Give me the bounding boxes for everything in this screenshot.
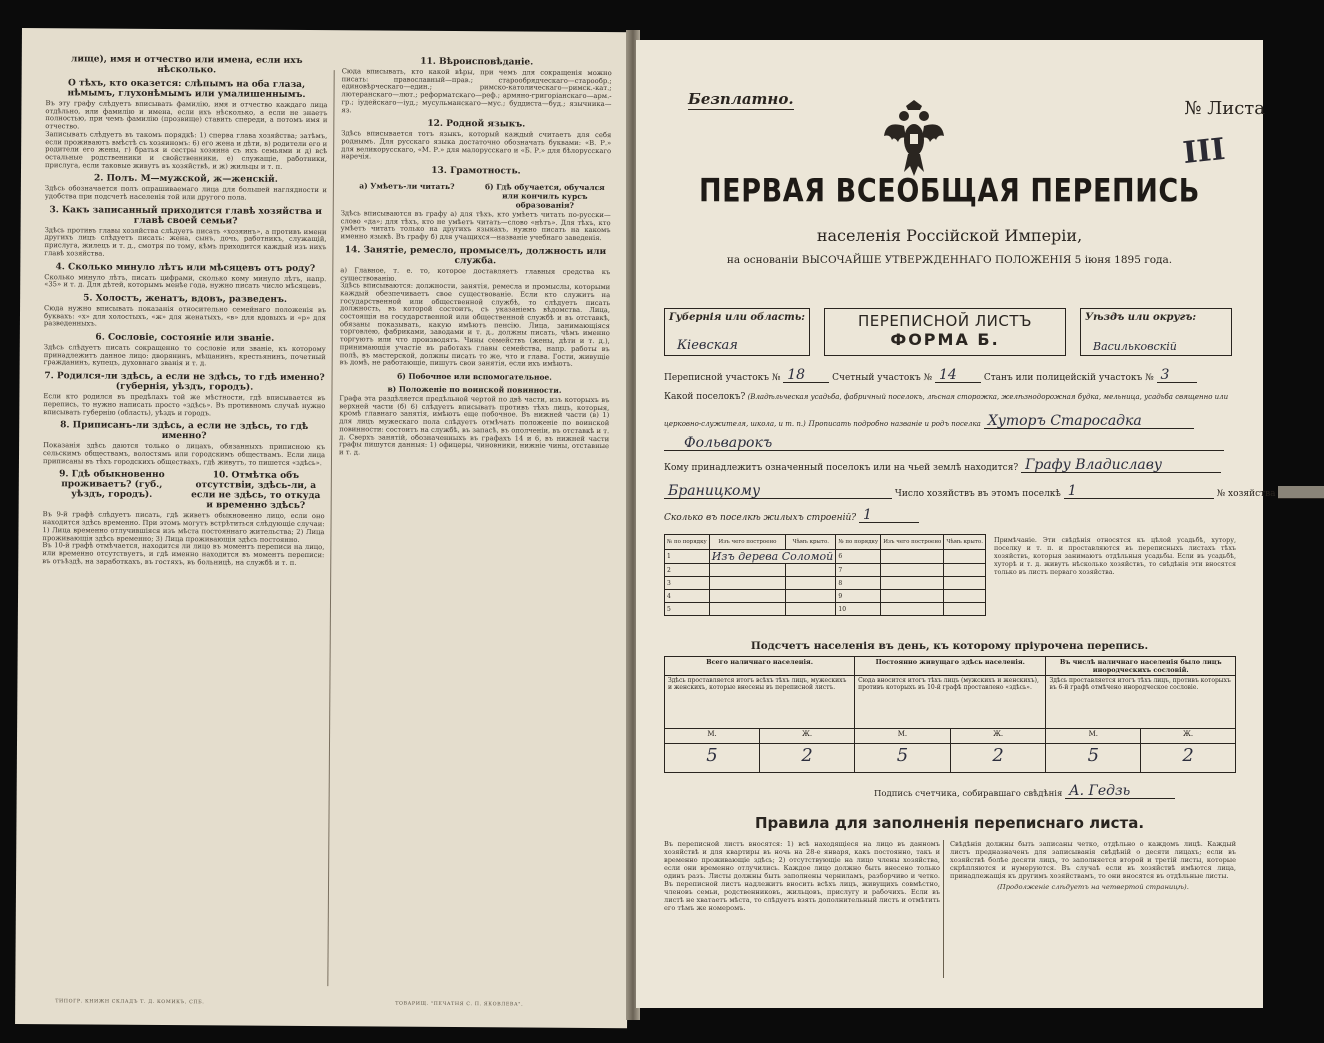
paragraph: Сколько минуло лѣтъ, писать цифрами, сколько кому минуло лѣтъ, напр. «35» и т. д. Для дѣтей, которымъ менѣе года, нужно писать число мѣсяцевъ. <box>44 272 327 291</box>
left-column-1 <box>39 50 328 1004</box>
paragraph: Здѣсь слѣдуетъ писать сокращенно то сословіе или званіе, къ которому принадлежитъ данное лицо: дворянинъ, мѣщанинъ, крестьянинъ, почетный гражданинъ, купецъ, духовнаго званія и т. д. <box>43 343 326 368</box>
district-label: Уѣздъ или округъ: <box>1085 312 1197 323</box>
paragraph: Сюда вписывать, кто какой вѣры, при чемъ для сокращенія можно писать: православный—прав.; старообрядческаго—старообр.; единовѣрческаго—един.; римско-католическаго—римск.-кат.; лютеранскаго—лют.; реформатскаго—реф.; армяно-григоріанскаго—арм.-гр.; іудейскаго—іуд.; мусульманскаго—мус.; буддиста—буд.; язычника—яз. <box>341 67 612 114</box>
row-number: 6 <box>836 550 881 564</box>
table-row <box>665 564 986 577</box>
handwritten-mark: III <box>1181 131 1227 172</box>
continue-note: (Продолженіе слѣдуетъ на четвертой страницѣ). <box>997 883 1189 891</box>
rules-column-1 <box>664 840 940 988</box>
foreign-male: 5 <box>1046 744 1141 773</box>
row-value: Изъ дерева Соломой <box>709 550 836 564</box>
section-subtitle: в) Положеніе по воинской повинности. <box>387 384 562 395</box>
foreign-female: 2 <box>1141 744 1236 773</box>
settlement-row <box>664 392 1239 402</box>
province-value: Кіевская <box>677 338 738 353</box>
male-label: М. <box>1046 729 1141 744</box>
rules-text: Въ переписной листъ вносятся: 1) всѣ находящіеся на лицо въ данномъ хозяйствѣ и для квартиры въ ночь на 28-е января, какъ постоянно, такъ и временно проживающіе здѣсь; 2) отсутствующіе на лицо члены хозяйства, если они временно отлучились. Каждое лицо должно быть внесено только одинъ разъ. Листы должны быть заполнены черниламъ, разборчиво и четко. Въ переписной листъ надлежитъ вносить всѣхъ лицъ, живущихъ совмѣстно, членовъ семьи, родственниковъ, жильцовъ, прислугу и рабочихъ. Если въ листѣ не хватаетъ мѣста, то слѣдуетъ взять дополнительный листъ и отмѣтить его тѣмъ же номеромъ. <box>664 840 940 912</box>
households-label: Число хозяйствъ въ этомъ поселкѣ <box>894 489 1061 499</box>
buildings-row <box>664 507 1239 523</box>
police-section-value: 3 <box>1160 367 1170 383</box>
col-description: Сюда вносится итогъ тѣхъ лицъ (мужскихъ и женскихъ), противъ которыхъ въ 10-й графѣ проставлено «здѣсь». <box>855 676 1046 729</box>
double-headed-eagle-icon <box>882 100 946 178</box>
table-row <box>665 550 986 564</box>
intro-subheading: О тѣхъ, кто оказется: слѣпымъ на оба глаза, нѣмымъ, глухонѣмымъ или умалишеннымъ. <box>67 78 306 100</box>
section-subtitle: а) Умѣетъ-ли читать? <box>359 181 455 192</box>
form-header <box>664 308 1232 358</box>
table-row <box>665 577 986 590</box>
sheet-number-label: № Листа <box>1184 98 1265 119</box>
counting-section-label: Счетный участокъ № <box>832 373 933 383</box>
row-number: 1 <box>665 550 710 564</box>
row-number: 4 <box>665 590 710 603</box>
paragraph: а) Главное, т. е. то, которое доставляетъ главныя средства къ существованію. <box>340 266 611 283</box>
document-subtitle: населенія Россійской Имперіи, <box>816 226 1083 245</box>
right-page <box>636 40 1276 1008</box>
printer-note-left: ТИПОГР. КНИЖН СКЛАДЪ Т. Д. КОМИКЪ, СПБ. <box>55 999 205 1006</box>
settlement-row-3 <box>664 435 1239 451</box>
paragraph: Здѣсь вписываются: должности, занятія, ремесла и промыслы, которыми каждый обезпечиваетъ свое существованіе. Если кто служитъ на государственной или общественной службѣ, то слѣдуетъ писать должность, въ которой состоитъ, съ указаніемъ вѣдомства. Лица, состоящія на государственной или общественной службѣ и въ отставкѣ, обязаны показывать, какую имѣютъ пенсію. Лица, занимающіяся торговлею, фабриками, заводами и т. д., должны писать, чѣмъ именно торгуютъ или что производятъ. Чины семействъ (жены, дѣти и т. д.), принимающія участіе въ работахъ главы семейства, напр. работы въ полѣ, въ мастерской, должны писать то же, что и глава. Гости, живущіе въ домѣ, не работающіе, пишутъ свои занятія, если ихъ имѣютъ. <box>339 281 611 369</box>
buildings-table <box>664 534 986 616</box>
signature-value: А. Гедзь <box>1069 783 1131 799</box>
counting-section-value: 14 <box>938 367 957 383</box>
buildings-value: 1 <box>862 507 872 523</box>
section-title: 7. Родился-ли здѣсь, а если не здѣсь, то гдѣ именно? (губернія, уѣздъ, городъ). <box>44 371 325 393</box>
col-header: Постоянно живущаго здѣсь населенія. <box>855 657 1046 676</box>
row-number: 3 <box>665 577 710 590</box>
settlement-row-2 <box>664 413 1239 429</box>
settlement-description-2: церковно-служителя, школа, и т. п.) <box>664 420 806 428</box>
left-page <box>15 28 634 1028</box>
households-value: 1 <box>1067 483 1077 499</box>
police-section-label: Станъ или полицейскій участокъ № <box>983 373 1154 383</box>
building-note <box>994 536 1236 638</box>
province-box <box>664 308 810 356</box>
section-title: 5. Холостъ, женатъ, вдовъ, разведенъ. <box>83 293 288 305</box>
settlement-description: (Владѣльческая усадьба, фабричный поселокъ, лѣсная сторожка, желѣзнодорожная будка, мельница, усадьба священно или <box>747 393 1229 401</box>
section-title: 8. Приписанъ-ли здѣсь, а если не здѣсь, то гдѣ именно? <box>60 420 309 442</box>
district-value: Васильковскій <box>1093 340 1177 353</box>
section-title: 3. Какъ записанный приходится главѣ хозяйства и главѣ своей семьи? <box>49 204 322 227</box>
legal-basis: на основаніи ВЫСОЧАЙШЕ УТВЕРЖДЕННАГО ПОЛОЖЕНІЯ 5 іюня 1895 года. <box>726 254 1173 266</box>
paragraph: Здѣсь вписывается тотъ языкъ, который каждый считаетъ для себя роднымъ. Для русскаго языка достаточно обозначать буквами: «В. Р.» для великорусскаго, «М. Р.» для малорусскаго и «Б. Р.» для бѣлорусскаго наречія. <box>341 129 612 161</box>
free-label: Безплатно. <box>688 90 794 108</box>
section-title: 12. Родной языкъ. <box>427 119 526 130</box>
paragraph: Сюда нужно вписывать показанія относительно семейнаго положенія въ буквахъ: «х» для холостыхъ, «ж» для женатыхъ, «в» для вдовыхъ и «р» для разведенныхъ. <box>43 304 327 328</box>
permanent-male: 5 <box>855 744 951 773</box>
left-column-2 <box>335 52 612 1006</box>
female-label: Ж. <box>1141 729 1236 744</box>
col-header: № по порядку <box>836 535 881 550</box>
row-number: 10 <box>836 603 881 616</box>
households-row <box>664 483 1276 499</box>
table-row <box>665 603 986 616</box>
census-section-value: 18 <box>787 367 806 383</box>
section-title: 14. Занятіе, ремесло, промыселъ, должность или служба. <box>344 245 607 267</box>
signature-row <box>874 783 1175 799</box>
form-name: ФОРМА Б. <box>890 330 1000 349</box>
section-title: 13. Грамотность. <box>431 165 521 177</box>
section-subtitle: б) Гдѣ обучается, обучался или кончилъ курсъ образованія? <box>485 182 605 210</box>
owner-label: Кому принадлежитъ означенный поселокъ или на чьей землѣ находится? <box>664 463 1019 473</box>
paragraph: Въ эту графу слѣдуетъ вписывать фамилію, имя и отчество каждаго лица отдѣльно, или фамилію и имена, если ихъ нѣсколько, а если не знаетъ полностью, при чемъ фамилію (прозвище) ставить спереди, а потомъ имя и отчество. <box>45 99 328 131</box>
col-description: Здѣсь проставляется итогъ всѣхъ тѣхъ лицъ, мужескихъ и женскихъ, которые внесены въ переписной листъ. <box>665 676 855 729</box>
section-title: 4. Сколько минуло лѣтъ или мѣсяцевъ отъ роду? <box>55 261 316 274</box>
col-header: Чѣмъ крыто. <box>944 535 986 550</box>
row-number: 7 <box>836 564 881 577</box>
col-header: Въ числѣ наличнаго населенія было лицъ инородческихъ сословій. <box>1046 657 1236 676</box>
population-count-table <box>664 656 1236 773</box>
male-label: М. <box>855 729 951 744</box>
section-title: 10. Отмѣтка объ отсутствіи, здѣсь-ли, а если не здѣсь, то откуда и временно здѣсь? <box>191 470 321 512</box>
owner-value-2: Браницкому <box>668 483 761 499</box>
signature-label: Подпись счетчика, собиравшаго свѣдѣнія <box>874 789 1063 799</box>
row-number: 5 <box>665 603 710 616</box>
settlement-label: Какой поселокъ? <box>664 392 746 402</box>
owner-row <box>664 457 1239 473</box>
printer-note-right: ТОВАРИЩ. "ПЕЧАТНЯ С. П. ЯКОВЛЕВА". <box>395 1001 524 1008</box>
column-divider <box>943 840 944 978</box>
female-label: Ж. <box>760 729 855 744</box>
section-title: 2. Полъ. М—мужской, ж—женскій. <box>94 173 278 186</box>
district-box <box>1080 308 1232 356</box>
paragraph: Графа эта раздѣляется предѣльной чертой по двѣ части, изъ которыхъ въ верхней части (б) 6) слѣдуетъ вписывать противъ тѣхъ лицъ, которыя, кромѣ главнаго занятія, имѣютъ еще побочное. Въ нижней части (в) 1) для лицъ мужескаго пола слѣдуетъ отмѣчать положеніе по воинской повинности: состоитъ на службѣ, въ запасѣ, въ ополченіи, въ отставкѣ и т. д. Сверхъ занятій, обозначенныхъ въ графахъ 14 и 6, въ нижней части графы пишутся данныя: 1) офицеры, чиновники, нижніе чины, отставные и т. д. <box>339 394 610 457</box>
sections-row <box>664 367 1239 383</box>
female-label: Ж. <box>950 729 1046 744</box>
household-number-label: № хозяйства <box>1216 489 1276 499</box>
paragraph: Записывать слѣдуетъ въ такомъ порядкѣ: 1) сперва глава хозяйства; затѣмъ, если проживаютъ вмѣстѣ съ хозяиномъ: 6) его жена и дѣти, в) родители его и родители его жены, г) братья и сестры хозяина съ ихъ семьями и д) всѣ остальные родственники и свойственники, е) служащіе, работники, прислуга, если таковые живутъ въ хозяйствѣ, и ж) жильцы и т. п. <box>45 129 328 171</box>
form-title-box <box>824 308 1066 356</box>
settlement-value: Хуторъ Старосадка <box>987 413 1142 429</box>
col-header: Изъ чего построено <box>881 535 944 550</box>
intro-heading: лище), имя и отчество или имена, если ихъ нѣсколько. <box>70 54 303 76</box>
section-title: 9. Гдѣ обыкновенно проживаетъ? (губ., уѣздъ, городъ). <box>59 469 165 501</box>
table-row <box>665 590 986 603</box>
col-description: Здѣсь проставляется итогъ тѣхъ лицъ, противъ которыхъ въ 6-й графѣ отмѣчено инородческое сословіе. <box>1046 676 1236 729</box>
census-section-label: Переписной участокъ № <box>664 373 781 383</box>
buildings-label: Сколько въ поселкѣ жилыхъ строеній? <box>664 513 857 523</box>
paragraph: Если кто родился въ предѣлахъ той же мѣстности, гдѣ вписывается въ перепись, то нужно написать просто «здѣсь». Въ противномъ случаѣ нужно вписывать губернію (область), уѣздъ и городъ. <box>43 392 326 417</box>
count-title: Подсчетъ населенія въ день, къ которому пріурочена перепись. <box>750 640 1149 652</box>
paragraph: Въ 9-й графѣ слѣдуетъ писать, гдѣ живетъ обыкновенно лицо, если оно находится здѣсь временно. При этомъ могутъ встрѣтиться слѣдующіе случаи: 1) Лица временно отлучившіяся изъ мѣста постояннаго жительства; 2) Лица проживающія здѣсь временно; 3) Лица проживающія здѣсь постоянно. <box>42 510 325 544</box>
settlement-note: Прописать подробно названіе и родъ поселка <box>808 420 981 428</box>
section-title: 11. Вѣроисповѣданіе. <box>420 56 534 68</box>
col-header: Всего наличнаго населенія. <box>665 657 855 676</box>
form-title: ПЕРЕПИСНОЙ ЛИСТЪ <box>858 312 1032 330</box>
paragraph: Показанія здѣсь даются только о лицахъ, обязанныхъ приписною къ сельскимъ обществамъ, волостямъ или городскимъ обществамъ. Если лица приписаны въ тѣхъ городскихъ обществахъ, гдѣ живутъ, то пишется «здѣсь». <box>42 441 326 467</box>
province-label: Губернія или область: <box>669 312 805 323</box>
section-subtitle: б) Побочное или вспомогательное. <box>397 371 552 382</box>
col-header: Чѣмъ крыто. <box>786 535 836 550</box>
column-divider <box>327 70 334 986</box>
paragraph: Здѣсь обозначается полъ опрашиваемаго лица для большей наглядности и удобства при подсчетѣ населенія той или другого пола. <box>44 184 327 202</box>
paragraph: Здѣсь противъ главы хозяйства слѣдуетъ писать «хозяинъ», а противъ имени другихъ лицъ слѣдуетъ писать: жена, сынъ, дочь, работникъ, служащій, прислуга, жилецъ и т. д., смотря по тому, кѣмъ приходится каждый изъ нихъ главѣ хозяйства. <box>44 225 327 258</box>
total-female: 2 <box>760 744 855 773</box>
row-number: 8 <box>836 577 881 590</box>
row-number: 2 <box>665 564 710 577</box>
rules-text: Свѣдѣнія должны быть записаны четко, отдѣльно о каждомъ лицѣ. Каждый листъ предназначенъ для записыванія свѣдѣній о десяти лицахъ; если въ хозяйствѣ болѣе десяти лицъ, то заполняется второй и третій листы, которые скрѣпляются и нумеруются. Въ случаѣ если въ хозяйствѣ имѣются лица, принадлежащія къ другимъ хозяйствамъ, то они вносятся въ отдѣльные листы. <box>950 840 1236 880</box>
col-header: № по порядку <box>665 535 710 550</box>
row-number: 9 <box>836 590 881 603</box>
col-header: Изъ чего построено <box>709 535 785 550</box>
total-male: 5 <box>665 744 760 773</box>
owner-value: Графу Владиславу <box>1025 457 1163 473</box>
rules-title: Правила для заполненія переписнаго листа. <box>754 814 1145 832</box>
male-label: М. <box>665 729 760 744</box>
building-note-text: Примѣчаніе. Эти свѣдѣнія относятся къ цѣлой усадьбѣ, хутору, поселку и т. п. и проставляются въ переписныхъ листахъ тѣхъ хозяйствъ, которыя занимаютъ отдѣльныя усадьбы. Если въ усадьбѣ, хуторѣ и т. д. живутъ нѣсколько хозяйствъ, то свѣдѣнія эти вносятся только въ листъ перваго хозяйства. <box>994 536 1236 576</box>
rules-column-2 <box>950 840 1236 988</box>
section-title: 6. Сословіе, состояніе или званіе. <box>95 332 275 344</box>
permanent-female: 2 <box>950 744 1046 773</box>
paragraph: Здѣсь вписываются въ графу а) для тѣхъ, кто умѣетъ читать по-русски—слово «да»; для тѣхъ, кто не умѣетъ читать—слово «нѣтъ». Для тѣхъ, кто умѣетъ читать только на другихъ языкахъ, нужно писать на какомъ именно языкѣ. Въ графу б) для учащихся—названіе учебнаго заведенія. <box>340 209 611 243</box>
settlement-value-2: Фольварокъ <box>684 435 773 451</box>
document-title: ПЕРВАЯ ВСЕОБЩАЯ ПЕРЕПИСЬ <box>698 173 1200 210</box>
paragraph: Въ 10-й графѣ отмѣчается, находится ли лицо въ моментъ переписи на лицо, или временно отсутствуетъ, и гдѣ именно находится въ моментъ переписи: въ отъѣздѣ, на заработкахъ, въ гостяхъ, въ больницѣ, на службѣ и т. п. <box>42 541 325 567</box>
